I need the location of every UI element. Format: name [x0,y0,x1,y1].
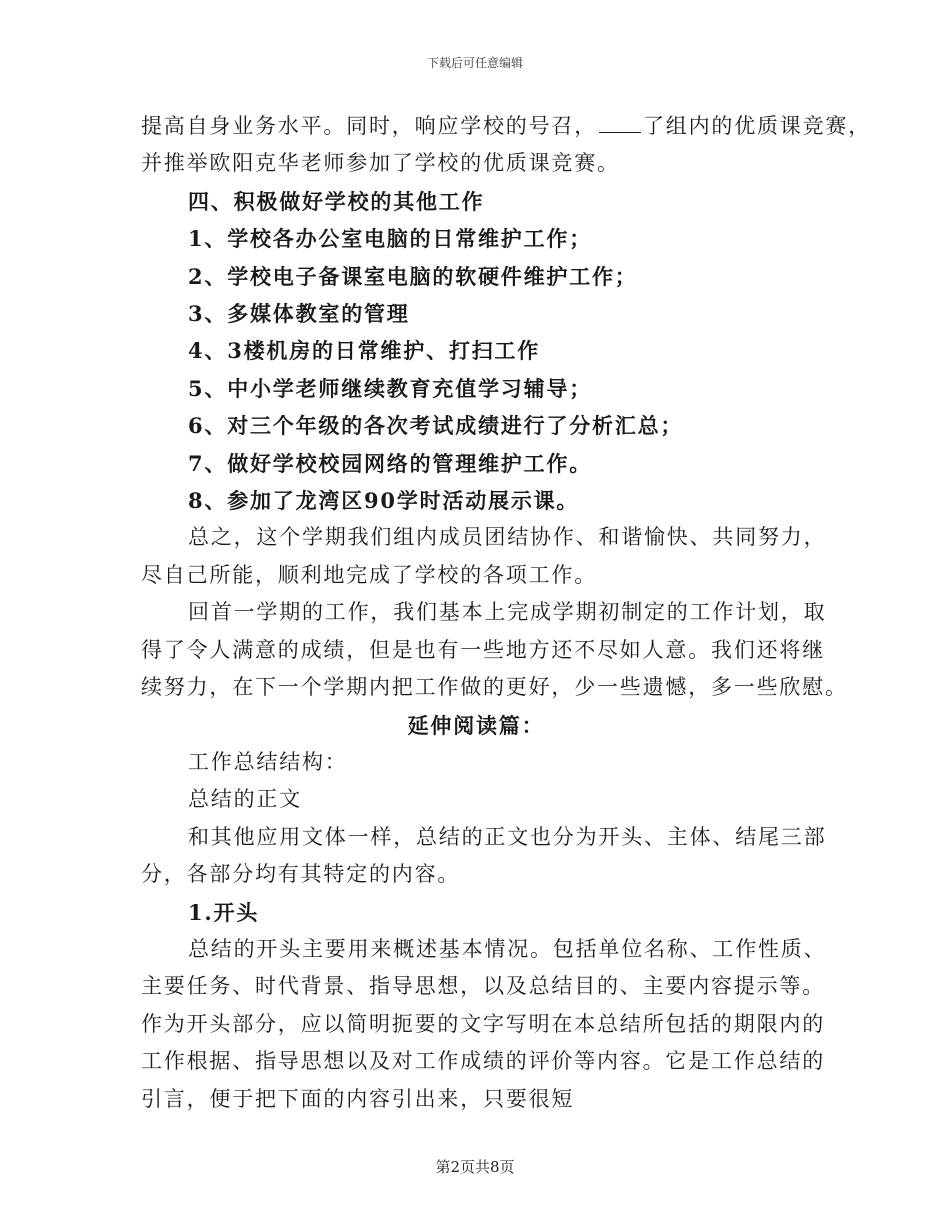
paragraph-line: 主要任务、时代背景、指导思想，以及总结目的、主要内容提示等。 [141,974,825,999]
paragraph-line: 总之，这个学期我们组内成员团结协作、和谐愉快、共同努力， [188,525,827,550]
document-body [141,108,871,1118]
paragraph-line: 回首一学期的工作，我们基本上完成学期初制定的工作计划，取 [188,600,827,625]
paragraph-line: 总结的开头主要用来概述基本情况。包括单位名称、工作性质、 [188,936,827,961]
text-fragment: 了组内的优质课竞赛， [643,114,871,138]
page-footer: 第2页共8页 [435,1158,515,1176]
page-header: 下载后可任意编辑 [426,56,523,70]
list-item: 4、3楼机房的日常维护、打扫工作 [188,338,541,364]
text-fragment: 提高自身业务水平。同时，响应学校的号召， [141,114,597,138]
list-item: 6、对三个年级的各次考试成绩进行了分析汇总； [188,413,684,439]
section-heading: 四、积极做好学校的其他工作 [188,188,485,214]
list-item: 8、参加了龙湾区90学时活动展示课。 [188,488,580,514]
subsection-heading: 1.开头 [188,899,260,925]
paragraph-line: 作为开头部分，应以简明扼要的文字写明在本总结所包括的期限内的 [141,1011,825,1036]
fill-in-blank [599,114,641,133]
paragraph-line: 工作根据、指导思想以及对工作成绩的评价等内容。它是工作总结的 [141,1049,825,1074]
paragraph-line: 得了令人满意的成绩，但是也有一些地方还不尽如人意。我们还将继 [141,637,825,662]
paragraph-line: 工作总结结构： [188,749,348,774]
list-item: 2、学校电子备课室电脑的软硬件维护工作； [188,263,638,289]
paragraph-line [141,108,871,145]
paragraph-line: 总结的正文 [188,787,302,812]
paragraph-line: 并推举欧阳克华老师参加了学校的优质课竞赛。 [141,151,620,176]
list-item: 5、中小学老师继续教育充值学习辅导； [188,375,593,401]
paragraph-line: 和其他应用文体一样，总结的正文也分为开头、主体、结尾三部 [188,824,827,849]
paragraph-line: 续努力，在下一个学期内把工作做的更好，少一些遗憾，多一些欣慰。 [141,675,848,700]
paragraph-line: 引言，便于把下面的内容引出来，只要很短 [141,1086,575,1111]
paragraph-line: 分，各部分均有其特定的内容。 [141,862,461,887]
list-item: 3、多媒体教室的管理 [188,301,410,327]
extended-reading-heading: 延伸阅读篇： [407,712,545,738]
list-item: 7、做好学校校园网络的管理维护工作。 [188,450,593,476]
list-item: 1、学校各办公室电脑的日常维护工作； [188,226,593,252]
paragraph-line: 尽自己所能，顺利地完成了学校的各项工作。 [141,562,597,587]
